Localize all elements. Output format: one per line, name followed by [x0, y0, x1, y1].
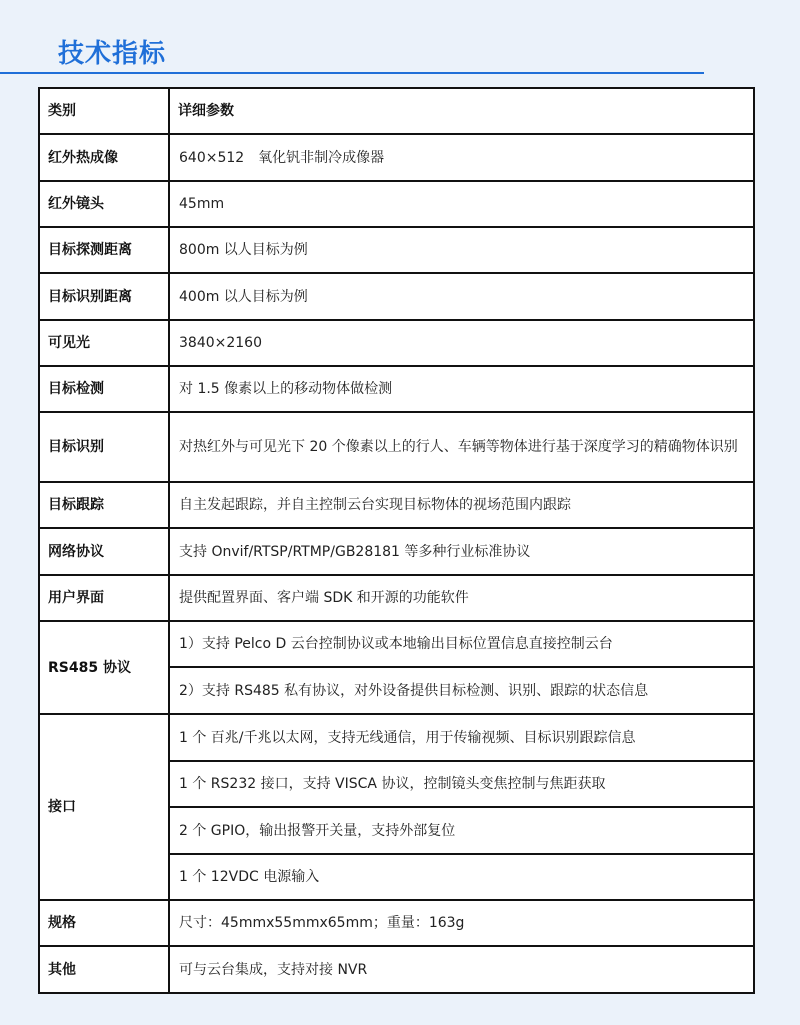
table-row — [39, 366, 754, 412]
header-detail: 详细参数 — [169, 88, 754, 134]
row-category: 目标跟踪 — [39, 482, 169, 528]
row-category: 网络协议 — [39, 528, 169, 575]
table-row — [39, 621, 754, 667]
row-value: 640×512 氧化钒非制冷成像器 — [169, 134, 754, 181]
row-category: 目标识别距离 — [39, 273, 169, 320]
row-category: 目标检测 — [39, 366, 169, 412]
table-row — [39, 273, 754, 320]
table-row — [39, 946, 754, 993]
table-header-row — [39, 88, 754, 134]
row-category: 目标探测距离 — [39, 227, 169, 273]
row-value: 尺寸：45mmx55mmx65mm；重量：163g — [169, 900, 754, 946]
row-value: 400m 以人目标为例 — [169, 273, 754, 320]
table-row — [39, 320, 754, 366]
row-value: 3840×2160 — [169, 320, 754, 366]
row-value: 支持 Onvif/RTSP/RTMP/GB28181 等多种行业标准协议 — [169, 528, 754, 575]
row-value: 800m 以人目标为例 — [169, 227, 754, 273]
table-row — [39, 227, 754, 273]
row-value: 1 个 RS232 接口，支持 VISCA 协议，控制镜头变焦控制与焦距获取 — [169, 761, 754, 807]
row-value: 提供配置界面、客户端 SDK 和开源的功能软件 — [169, 575, 754, 621]
header-category: 类别 — [39, 88, 169, 134]
spec-table-body — [39, 88, 754, 993]
page-title: 技术指标 — [58, 39, 167, 69]
row-value: 1）支持 Pelco D 云台控制协议或本地输出目标位置信息直接控制云台 — [169, 621, 754, 667]
row-category: 其他 — [39, 946, 169, 993]
row-value: 对热红外与可见光下 20 个像素以上的行人、车辆等物体进行基于深度学习的精确物体识别 — [169, 412, 754, 482]
row-value: 对 1.5 像素以上的移动物体做检测 — [169, 366, 754, 412]
row-value: 1 个 12VDC 电源输入 — [169, 854, 754, 900]
table-row — [39, 900, 754, 946]
table-row — [39, 412, 754, 482]
row-value: 1 个 百兆/千兆以太网，支持无线通信，用于传输视频、目标识别跟踪信息 — [169, 714, 754, 761]
row-category: 规格 — [39, 900, 169, 946]
row-category: 目标识别 — [39, 412, 169, 482]
table-row — [39, 714, 754, 761]
title-underline — [0, 72, 704, 74]
row-category: 红外镜头 — [39, 181, 169, 227]
row-category: 接口 — [39, 714, 169, 900]
row-value: 自主发起跟踪，并自主控制云台实现目标物体的视场范围内跟踪 — [169, 482, 754, 528]
row-category: 可见光 — [39, 320, 169, 366]
table-row — [39, 181, 754, 227]
row-value: 45mm — [169, 181, 754, 227]
row-category: 红外热成像 — [39, 134, 169, 181]
row-value: 可与云台集成，支持对接 NVR — [169, 946, 754, 993]
row-value: 2 个 GPIO，输出报警开关量，支持外部复位 — [169, 807, 754, 854]
table-row — [39, 575, 754, 621]
row-value: 2）支持 RS485 私有协议，对外设备提供目标检测、识别、跟踪的状态信息 — [169, 667, 754, 714]
spec-table — [38, 87, 755, 994]
row-category: RS485 协议 — [39, 621, 169, 714]
table-row — [39, 528, 754, 575]
table-row — [39, 134, 754, 181]
row-category: 用户界面 — [39, 575, 169, 621]
table-row — [39, 482, 754, 528]
